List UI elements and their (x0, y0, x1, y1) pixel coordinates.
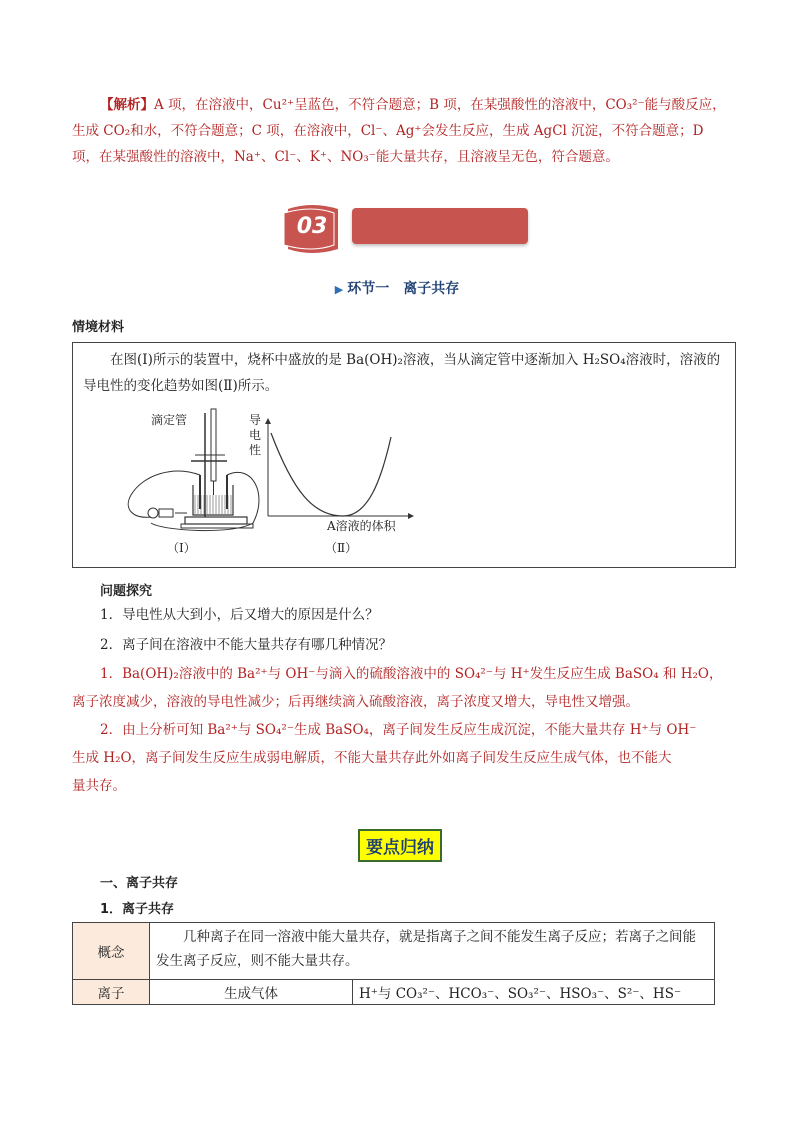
analysis-line-3: 项，在某强酸性的溶液中，Na⁺、Cl⁻、K⁺、NO₃⁻能大量共存，且溶液呈无色，符合题意。 (72, 149, 619, 165)
x-axis-label: A溶液的体积 (327, 519, 396, 533)
answer-2-line-3: 量共存。 (72, 778, 126, 794)
ion-coexistence-table (72, 922, 715, 1005)
analysis-line-2: 生成 CO₂和水，不符合题意；C 项，在溶液中，Cl⁻、Ag⁺会发生反应，生成 AgCl 沉淀，不符合题意；D (72, 123, 704, 139)
answer-2-line-2: 生成 H₂O，离子间发生反应生成弱电解质，不能大量共存此外如离子间发生反应生成气体，也不能大 (72, 750, 672, 766)
table-concept-text: 几种离子在同一溶液中能大量共存，就是指离子之间不能发生离子反应；若离子之间能发生离子反应，则不能大量共存。 (150, 923, 715, 980)
figure-1-caption: （Ⅰ） (167, 541, 196, 555)
table-head-ion: 离子 (73, 980, 150, 1005)
context-text: 在图(Ⅰ)所示的装置中，烧杯中盛放的是 Ba(OH)₂溶液，当从滴定管中逐渐加入 H₂SO₄溶液时，溶液的导电性的变化趋势如图(Ⅱ)所示。 (83, 352, 721, 394)
question-list (100, 602, 736, 658)
conductivity-graph (253, 411, 423, 529)
burette-label: 滴定管 (151, 413, 188, 427)
answer-2-line-1: 2．由上分析可知 Ba²⁺与 SO₄²⁻生成 BaSO₄，离子间发生反应生成沉淀，不能大量共存 H⁺与 OH⁻ (100, 722, 697, 738)
analysis-line-1 (72, 92, 736, 118)
analysis-tag: 【解析】 (100, 97, 154, 113)
section-subtitle: ▶ 环节一 离子共存 (334, 281, 460, 297)
summary-badge: 要点归纳 (358, 829, 442, 862)
table-gas-label: 生成气体 (150, 980, 353, 1005)
question-1: 1．导电性从大到小，后又增大的原因是什么？ (100, 607, 379, 623)
subheading-ion-coexistence: 1．离子共存 (100, 902, 175, 917)
context-label: 情境材料 (72, 320, 125, 335)
context-box (72, 342, 736, 568)
section-number: 03 (296, 214, 328, 239)
apparatus-figure (103, 405, 273, 555)
y-axis-label: 导 电 性 (249, 413, 262, 457)
triangle-icon: ▶ (334, 283, 344, 296)
table-row (73, 980, 715, 1005)
conductivity-curve (271, 433, 391, 516)
answer-1-line-1: 1．Ba(OH)₂溶液中的 Ba²⁺与 OH⁻与滴入的硫酸溶液中的 SO₄²⁻与 H⁺发生反应生成 BaSO₄ 和 H₂O， (100, 666, 723, 682)
figure-2-caption: （Ⅱ） (325, 541, 358, 555)
section-title-bar (352, 208, 528, 244)
answer-1-line-2: 离子浓度减少，溶液的导电性减少；后再继续滴入硫酸溶液，离子浓度又增大，导电性又增强。 (72, 694, 639, 710)
question-2: 2．离子间在溶液中不能大量共存有哪几种情况？ (100, 637, 393, 653)
answer-block (72, 660, 736, 800)
table-row (73, 923, 715, 980)
question-label: 问题探究 (100, 584, 153, 599)
heading-ion-coexistence: 一、离子共存 (100, 876, 179, 891)
analysis-paragraph (72, 92, 736, 170)
table-gas-ions: H⁺与 CO₃²⁻、HCO₃⁻、SO₃²⁻、HSO₃⁻、S²⁻、HS⁻ (353, 980, 715, 1005)
table-head-concept: 概念 (73, 923, 150, 980)
analysis-text-1: A 项，在溶液中，Cu²⁺呈蓝色，不符合题意；B 项，在某强酸性的溶液中，CO₃²⁻能与酸反应， (154, 97, 726, 113)
